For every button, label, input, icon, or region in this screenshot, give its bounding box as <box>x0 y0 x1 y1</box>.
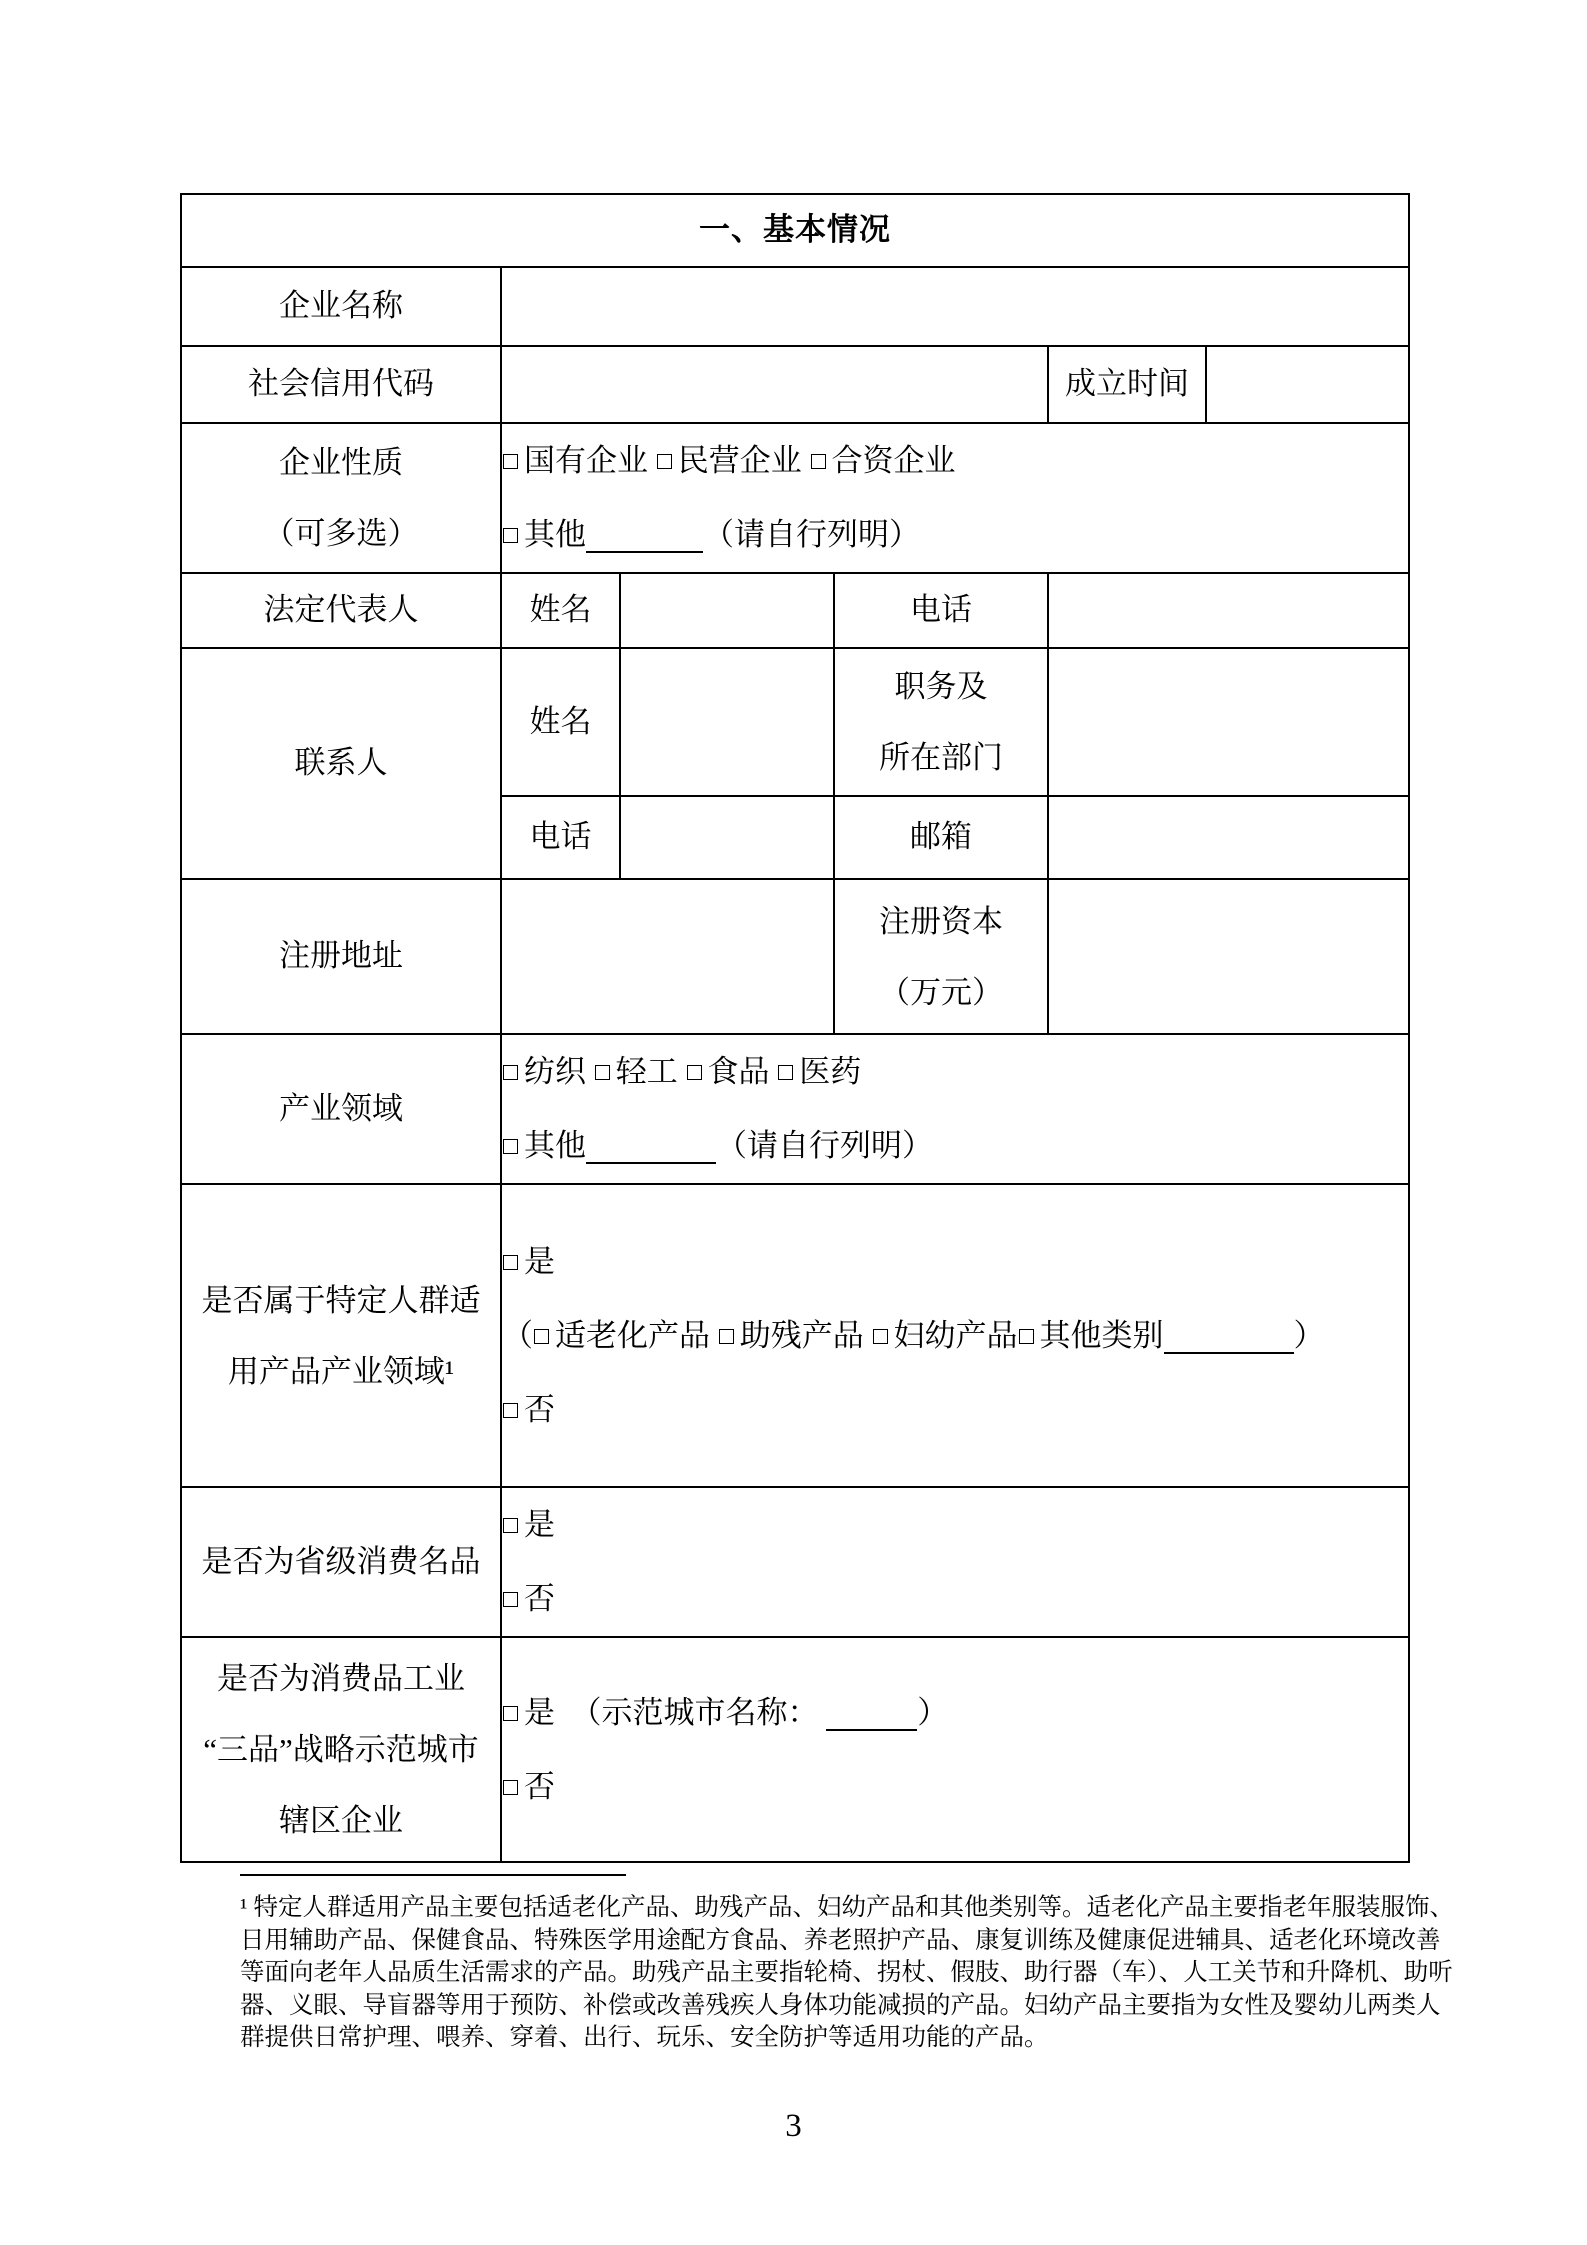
established-date-input-cell[interactable] <box>1206 346 1409 423</box>
blank-field[interactable] <box>586 1158 716 1164</box>
registered-capital-input-cell[interactable] <box>1048 879 1409 1034</box>
page-number: 3 <box>785 2108 802 2144</box>
industry-field-options-cell[interactable] <box>501 1034 1409 1184</box>
text-line: 其他 （请自行列明） <box>502 1109 1408 1183</box>
legal-rep-phone-input-cell[interactable] <box>1048 573 1409 648</box>
basic-info-table <box>180 193 1410 1863</box>
text-line: 职务及 <box>894 669 988 704</box>
text-line: （万元） <box>879 974 1003 1010</box>
special-group-label <box>181 1184 501 1487</box>
text-line: “三品”战略示范城市 <box>203 1732 479 1767</box>
contact-duty-input-cell[interactable] <box>1048 648 1409 796</box>
legal-rep-name-label: 姓名 <box>501 573 620 648</box>
contact-name-label: 姓名 <box>501 648 620 796</box>
checkbox-icon[interactable] <box>503 1403 518 1418</box>
text-line: ¹ 特定人群适用产品主要包括适老化产品、助残产品、妇幼产品和其他类别等。适老化产品主要指老年服装服饰、 <box>240 1894 1454 1921</box>
text-line: 是 <box>502 1225 1408 1299</box>
blank-field[interactable] <box>826 1725 917 1731</box>
text-line: 否 <box>502 1562 1408 1636</box>
checkbox-icon[interactable] <box>503 454 518 469</box>
checkbox-icon[interactable] <box>503 528 518 543</box>
checkbox-icon[interactable] <box>503 1592 518 1607</box>
contact-name-input-cell[interactable] <box>620 648 834 796</box>
special-group-options-cell[interactable] <box>501 1184 1409 1487</box>
text-line: 是否属于特定人群适 <box>201 1282 481 1318</box>
text-line: 国有企业 民营企业 合资企业 <box>502 424 1408 498</box>
text-line: 纺织 轻工 食品 医药 <box>502 1035 1408 1109</box>
legal-rep-name-input-cell[interactable] <box>620 573 834 648</box>
checkbox-icon[interactable] <box>503 1139 518 1154</box>
contact-phone-label: 电话 <box>501 796 620 879</box>
checkbox-icon[interactable] <box>687 1065 702 1080</box>
text-line: 辖区企业 <box>279 1803 403 1838</box>
checkbox-icon[interactable] <box>778 1065 793 1080</box>
sanpin-city-options-cell[interactable] <box>501 1637 1409 1862</box>
text-line: 否 <box>502 1373 1408 1447</box>
text-line: 等面向老年人品质生活需求的产品。助残产品主要指轮椅、拐杖、假肢、助行器（车）、人工关节和升降机、助听 <box>240 1959 1453 1986</box>
company-name-label: 企业名称 <box>181 267 501 346</box>
checkbox-icon[interactable] <box>503 1065 518 1080</box>
contact-duty-label <box>834 648 1048 796</box>
text-line: 其他 （请自行列明） <box>502 498 1408 572</box>
checkbox-icon[interactable] <box>1019 1329 1034 1344</box>
text-line: 是 （示范城市名称： ） <box>502 1676 1408 1750</box>
established-date-label: 成立时间 <box>1048 346 1206 423</box>
checkbox-icon[interactable] <box>503 1780 518 1795</box>
sanpin-city-label <box>181 1637 501 1862</box>
text-line: 所在部门 <box>879 740 1003 775</box>
checkbox-icon[interactable] <box>595 1065 610 1080</box>
contact-email-input-cell[interactable] <box>1048 796 1409 879</box>
company-name-input-cell[interactable] <box>501 267 1409 346</box>
text-line: 群提供日常护理、喂养、穿着、出行、玩乐、安全防护等适用功能的产品。 <box>240 2024 1049 2051</box>
registered-capital-label <box>834 879 1048 1034</box>
basic-info-section <box>180 193 1410 1863</box>
checkbox-icon[interactable] <box>719 1329 734 1344</box>
checkbox-icon[interactable] <box>503 1518 518 1533</box>
contact-email-label: 邮箱 <box>834 796 1048 879</box>
registered-address-label: 注册地址 <box>181 879 501 1034</box>
checkbox-icon[interactable] <box>657 454 672 469</box>
legal-rep-label: 法定代表人 <box>181 573 501 648</box>
contact-phone-input-cell[interactable] <box>620 796 834 879</box>
blank-field[interactable] <box>1164 1348 1294 1354</box>
text-line: 企业性质 <box>279 445 403 480</box>
provincial-famous-label: 是否为省级消费名品 <box>181 1487 501 1637</box>
blank-field[interactable] <box>586 547 703 553</box>
credit-code-input-cell[interactable] <box>501 346 1048 423</box>
footnote-text <box>240 1892 1454 2055</box>
registered-address-input-cell[interactable] <box>501 879 834 1034</box>
contact-label: 联系人 <box>181 648 501 879</box>
text-line: 器、义眼、导盲器等用于预防、补偿或改善残疾人身体功能减损的产品。妇幼产品主要指为女性及婴幼儿两类人 <box>240 1991 1441 2019</box>
table-title: 一、基本情况 <box>181 194 1409 267</box>
text-line: 用产品产业领域¹ <box>227 1353 455 1389</box>
credit-code-label: 社会信用代码 <box>181 346 501 423</box>
text-line: 注册资本 <box>879 903 1003 939</box>
checkbox-icon[interactable] <box>503 1255 518 1270</box>
company-nature-label <box>181 423 501 573</box>
checkbox-icon[interactable] <box>873 1329 888 1344</box>
text-line: （ 适老化产品 助残产品 妇幼产品 其他类别 ） <box>502 1317 1325 1353</box>
text-line: 是 <box>502 1488 1408 1562</box>
checkbox-icon[interactable] <box>503 1706 518 1721</box>
text-line: 是否为消费品工业 <box>217 1661 465 1696</box>
text-line: （可多选） <box>263 516 419 551</box>
industry-field-label: 产业领域 <box>181 1034 501 1184</box>
text-line: 否 <box>502 1750 1408 1824</box>
checkbox-icon[interactable] <box>811 454 826 469</box>
company-nature-options-cell[interactable] <box>501 423 1409 573</box>
text-line: 日用辅助产品、保健食品、特殊医学用途配方食品、养老照护产品、康复训练及健康促进辅具、适老化环境改善 <box>240 1926 1441 1954</box>
checkbox-icon[interactable] <box>534 1329 549 1344</box>
provincial-famous-options-cell[interactable] <box>501 1487 1409 1637</box>
legal-rep-phone-label: 电话 <box>834 573 1048 648</box>
footnote-separator <box>240 1874 626 1876</box>
